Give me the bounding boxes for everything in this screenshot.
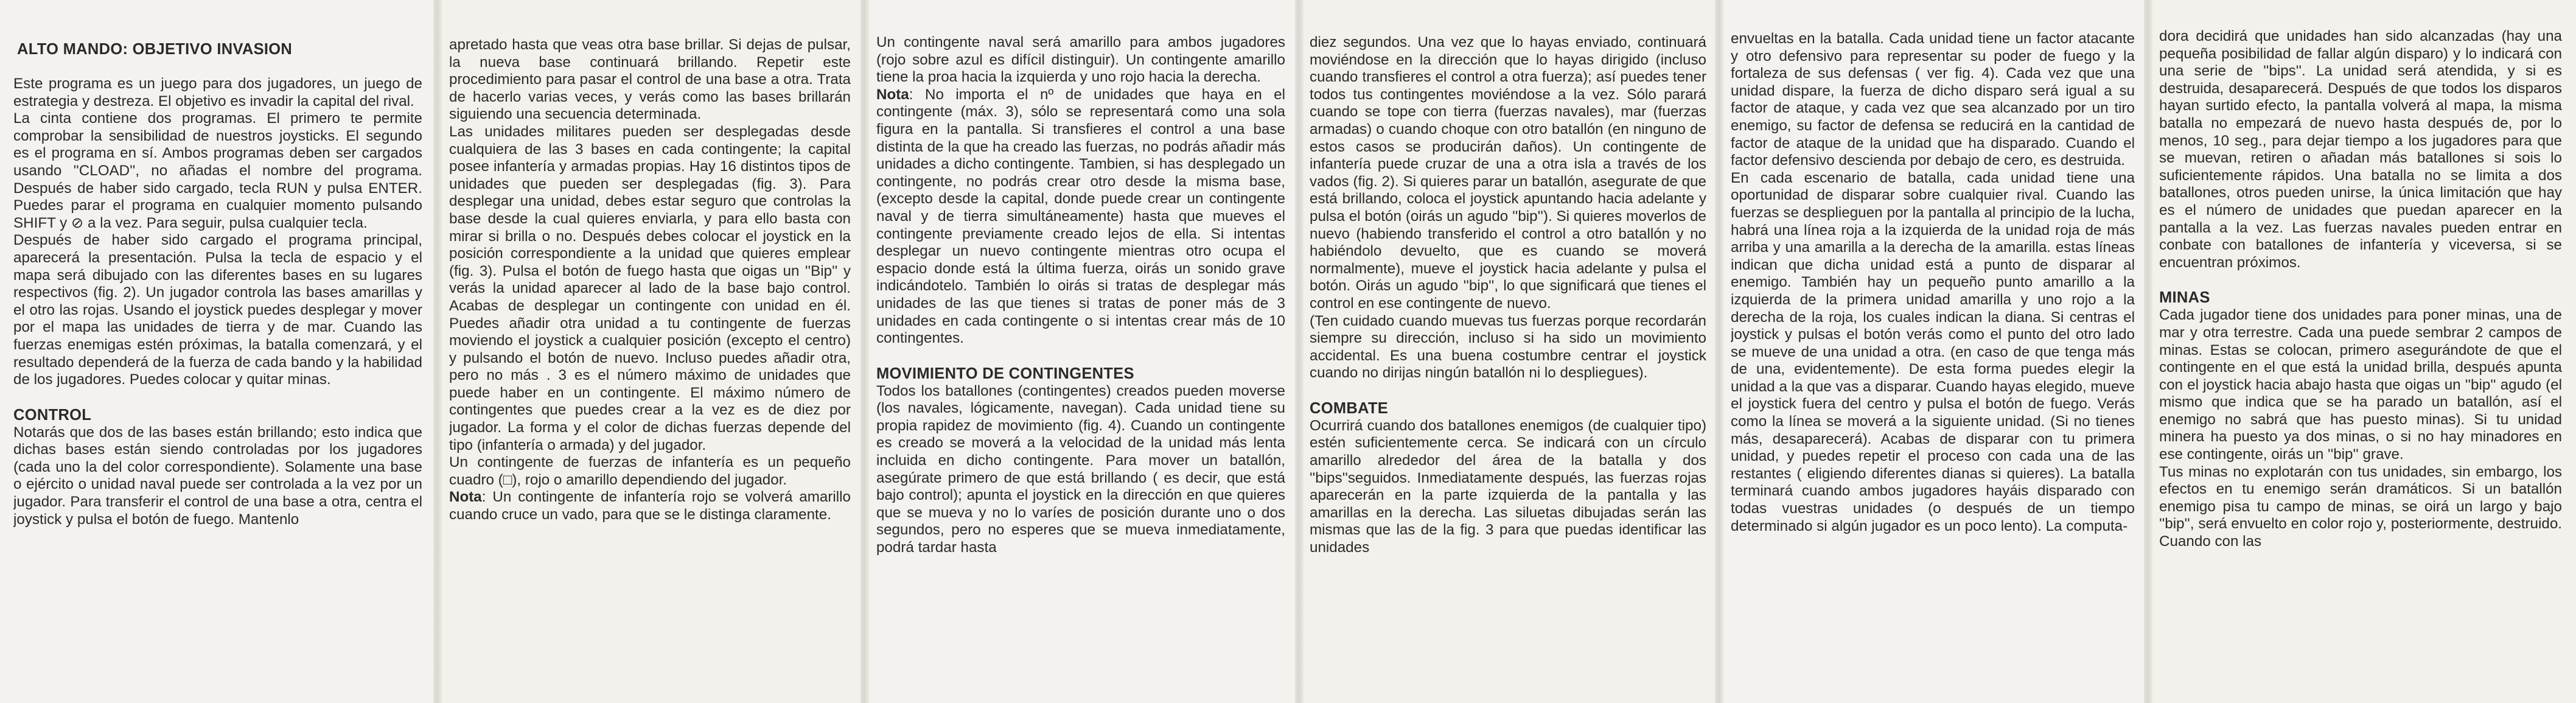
paragraph: La cinta contiene dos programas. El primero te permite comprobar la sensibilidad de nuestros joysticks. El segundo es el programa en sí. Ambos programas deben ser cargados usando ''CLOAD'', no añadas el nombre del programa. Después de haber sido cargado, tecla RUN y pulsa ENTER. Puedes parar el programa en cualquier momento pulsando SHIFT y ⊘ a la vez. Para seguir, pulsa cualquier tecla. [13, 110, 422, 231]
paragraph: Tus minas no explotarán con tus unidades, sin embargo, los efectos en tu enemigo serán dramáticos. Si un batallón enemigo pisa tu campo de minas, se oirá un largo y bajo ''bip'', será envuelto en color rojo y, posteriormente, destruido. Cuando con las [2159, 463, 2562, 550]
column-6 [2159, 28, 2562, 688]
section-heading: COMBATE [1310, 399, 1389, 417]
note-paragraph [876, 86, 1285, 348]
section-heading: MOVIMIENTO DE CONTINGENTES [876, 365, 1134, 382]
paragraph: Después de haber sido cargado el programa principal, aparecerá la presentación. Pulsa la tecla de espacio y el mapa será dibujado con las diferentes bases en su lugares respectivos (fig. 2). Un jugador controla las bases amarillas y el otro las rojas. Usando el joystick puedes desplegar y mover por el mapa las unidades de tierra y de mar. Cuando las fuerzas enemigas estén próximas, la batalla comenzará, y el resultado dependerá de la fuerza de cada bando y la habilidad de los jugadores. Puedes colocar y quitar minas. [13, 232, 422, 388]
paragraph: Un contingente naval será amarillo para ambos jugadores (rojo sobre azul es difícil distinguir). Un contingente amarillo tiene la proa hacia la izquierda y uno rojo hacia la derecha. [876, 34, 1285, 86]
paragraph: Todos los batallones (contingentes) creados pueden moverse (los navales, lógicamente, navegan). Cada unidad tiene su propia rapidez de movimiento (fig. 4). Cuando un contingente es creado se moverá a la velocidad de la unidad más lenta incluida en dicho contingente. Para mover un batallón, asegúrate primero de que está brillando ( es decir, que está bajo control); apunta el joystick en la dirección en que quieres que se mueva y no lo varíes de posición durante uno o dos segundos, pero no esperes que se mueva inmediatamente, podrá tardar hasta [876, 382, 1285, 556]
paragraph: En cada escenario de batalla, cada unidad tiene una oportunidad de disparar sobre cualquier rival. Cuando las fuerzas se desplieguen por la pantalla al principio de la lucha, habrá una línea roja a la izquierda de la unidad roja de más arriba y una amarilla a la derecha de la amarilla. estas líneas indican que dicha unidad está a punto de disparar al enemigo. También hay un pequeño punto amarillo a la izquierda de la primera unidad amarilla y uno rojo a la derecha de la roja, los cuales indican la diana. Si centras el joystick y pulsas el botón verás como el punto del otro lado se mueve de una unidad a otra. (en caso de que tenga más de una, evidentemente). De esta forma puedes elegir la unidad a la que vas a disparar. Cuando hayas elegido, mueve el joystick fuera del centro y pulsa el botón de fuego. Verás como la línea se moverá a la siguiente unidad. (Si no tienes más, desaparecerá). Acabas de disparar con tu primera unidad, y puedes repetir el proceso con cada una de las restantes ( eligiendo diferentes dianas si quieres). La batalla terminará cuando ambos jugadores hayáis disparado con todas vuestras unidades (o después de un tiempo determinado si algún jugador es un poco lento). La computa- [1731, 169, 2135, 534]
paragraph: Ocurrirá cuando dos batallones enemigos (de cualquier tipo) estén suficientemente cerca. Se indicará con un círculo amarillo alrededor del área de la batalla y dos ''bips''seguidos. Inmediatamente después, las fuerzas rojas aparecerán en la parte izquierda de la pantalla y las amarillas en la derecha. Las siluetas dibujadas serán las mismas que las de la fig. 3 para que puedas identificar las unidades [1310, 417, 1706, 556]
column-1 [13, 40, 422, 688]
paragraph: Las unidades militares pueden ser desplegadas desde cualquiera de las 3 bases en cada contingente; la capital posee infantería y armadas propias. Hay 16 distintos tipos de unidades que pueden ser desplegadas (fig. 3). Para desplegar una unidad, debes estar seguro que controlas la base desde la cual quieres enviarla, y para ello basta con mirar si brilla o no. Después debes colocar el joystick en la posición correspondiente a la unidad que quieres emplear (fig. 3). Pulsa el botón de fuego hasta que oigas un ''Bip'' y verás la unidad aparecer al lado de la base bajo control. Acabas de desplegar un contingente con unidad en él. Puedes añadir otra unidad a tu contingente de fuerzas moviendo el joystick a cualquier posición (excepto el centro) y pulsando el botón de nuevo. Incluso puedes añadir otra, pero no más . 3 es el número máximo de unidades que puede haber en un contingente. El máximo número de contingentes que puedes crear a la vez es de diez por jugador. La forma y el color de dichas fuerzas depende del tipo (infantería o armada) y del jugador. [449, 123, 851, 453]
document-title: ALTO MANDO: OBJETIVO INVASION [17, 41, 293, 58]
paragraph: diez segundos. Una vez que lo hayas enviado, continuará moviéndose en la dirección que lo hayas dirigido (incluso cuando transfieres el control a otra fuerza); así puedes tener todos tus contingentes moviéndose a la vez. Sólo parará cuando se tope con tierra (fuerzas navales), mar (fuerzas armadas) o cuando choque con otro batallón (en ninguno de estos casos se producirán daños). Un contingente de infantería puede cruzar de una a otra isla a través de los vados (fig. 2). Si quieres parar un batallón, asegurate de que está brillando, coloca el joystick apuntando hacia adelante y pulsa el botón (oirás un agudo ''bip''). Si quieres moverlos de nuevo (habiendo transferido el control a otro batallón y no habiéndolo devuelto, que es cuando se moverá normalmente), mueve el joystick hacia adelante y pulsa el botón. Oirás un agudo ''bip'', lo que significará que tienes el control en ese contingente de nuevo. [1310, 34, 1706, 312]
paragraph: Notarás que dos de las bases están brillando; esto indica que dichas bases están siendo controladas por los jugadores (cada uno la del color correspondiente). Solamente una base o ejército o unidad naval puede ser controlada a la vez por un jugador. Para transferir el control de una base a otra, centra el joystick y pulsa el botón de fuego. Mantenlo [13, 424, 422, 528]
paragraph: apretado hasta que veas otra base brillar. Si dejas de pulsar, la nueva base continuará brillando. Repetir este procedimiento para pasar el control de una base a otra. Trata de hacerlo varias veces, y verás como las bases brillarán siguiendo una secuencia determinada. [449, 37, 851, 123]
column-5 [1731, 30, 2135, 688]
paragraph: Este programa es un juego para dos jugadores, un juego de estrategia y destreza. El objetivo es invadir la capital del rival. [13, 75, 422, 110]
note-paragraph [449, 489, 851, 523]
note-text: : No importa el nº de unidades que haya en el contingente (máx. 3), sólo se representará como una sola figura en la pantalla. Si transfieres el control a una base distinta de la que ha creado las fuerzas, no podrás añadir más unidades a dicho contingente. Tambien, si has desplegado un contingente, no podrás crear otro desde la misma base, (excepto desde la capital, donde puede crear un contingente naval y de tierra simultáneamente) hasta que mueves el contingente previamente creado lejos de ella. Si intentas desplegar un nuevo contingente mientras otro ocupa el espacio donde está la última fuerza, oirás un sonido grave indicándotelo. También lo oirás si tratas de desplegar más unidades de las que tienes si tratas de poner más de 3 unidades en cada contingente o si intentas crear más de 10 contingentes. [876, 86, 1285, 347]
paragraph: Un contingente de fuerzas de infantería es un pequeño cuadro (□), rojo o amarillo dependiendo del jugador. [449, 454, 851, 488]
paragraph: envueltas en la batalla. Cada unidad tiene un factor atacante y otro defensivo para representar su poder de fuego y la fortaleza de sus defensas ( ver fig. 4). Cada vez que una unidad dispare, la fuerza de dicho disparo será igual a su factor de ataque, y cada vez que sea alcanzado por un tiro enemigo, su factor de defensa se reducirá en la cantidad de factor de ataque de la unidad que ha disparado. Cuando el factor defensivo descienda por debajo de cero, es destruida. [1731, 30, 2135, 169]
column-2 [449, 37, 851, 688]
column-4 [1310, 34, 1706, 688]
paragraph: Cada jugador tiene dos unidades para poner minas, una de mar y otra terrestre. Cada una puede sembrar 2 campos de minas. Estas se colocan, primero asegurándote de que el contingente en el que está la unidad brilla, después apunta con el joystick hacia abajo hasta que oigas un ''bip'' agudo (el mismo que indica que se ha parado un batallón, así el enemigo no sabrá que has puesto minas). Si tu unidad minera ha puesto ya dos minas, o si no hay minadores en ese contingente, oirás un ''bip'' grave. [2159, 307, 2562, 463]
paragraph: (Ten cuidado cuando muevas tus fuerzas porque recordarán siempre su dirección, incluso si ha sido un movimiento accidental. Es una buena costumbre centrar el joystick cuando no dirijas ningún batallón ni lo despliegues). [1310, 312, 1706, 382]
section-heading: CONTROL [13, 406, 92, 424]
paragraph: dora decidirá que unidades han sido alcanzadas (hay una pequeña posibilidad de fallar algún disparo) y lo indicará con una serie de ''bips''. La unidad será atendida, y si es destruida, desaparecerá. Después de que todos los disparos hayan surtido efecto, la pantalla volverá al mapa, la misma batalla no empezará de nuevo hasta después de, por lo menos, 10 seg., para dejar tiempo a los jugadores para que se muevan, retiren o añadan más batallones si sois lo suficientemente rápidos. Una batalla no se limita a dos batallones, otros pueden unirse, la única limitación que hay es el número de unidades que puedan aparecer en la pantalla a la vez. Las fuerzas navales pueden entrar en conbate con batallones de infantería y viceversa, si se encuentran próximos. [2159, 28, 2562, 271]
note-label: Nota [449, 489, 482, 506]
note-text: : Un contingente de infantería rojo se volverá amarillo cuando cruce un vado, para que se le distinga claramente. [449, 489, 851, 523]
note-label: Nota [876, 86, 909, 103]
column-3 [876, 34, 1285, 688]
section-heading: MINAS [2159, 289, 2210, 307]
